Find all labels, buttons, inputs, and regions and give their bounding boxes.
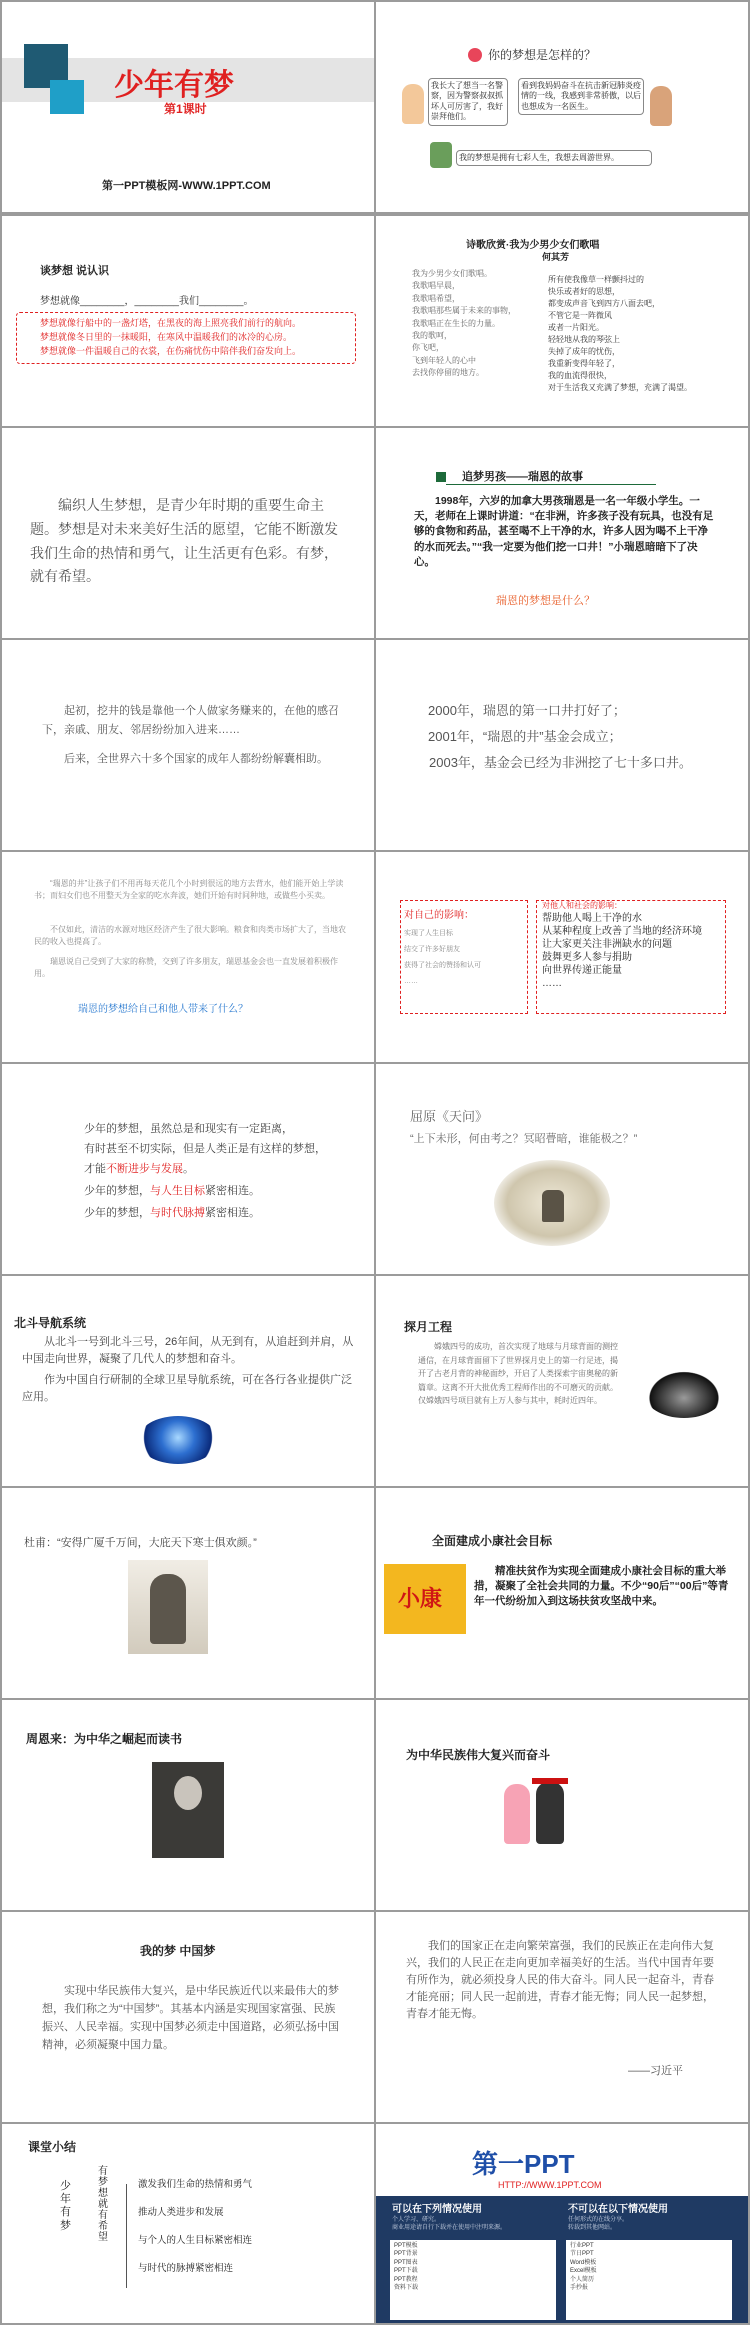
footer-text: 第一PPT模板网-WWW.1PPT.COM — [102, 180, 271, 192]
paragraph-1: 从北斗一号到北斗三号，26年间，从无到有，从追赶到并肩，从中国走向世界，凝聚了几代人的梦想和奋斗。 — [22, 1336, 354, 1366]
signature: ——习近平 — [628, 2065, 683, 2077]
poem-title: 诗歌欣赏·我为少男少女们歌唱 — [466, 240, 600, 251]
answer-line-3: 梦想就像一件温暖自己的衣裳，在伤痛忧伤中陪伴我们奋发向上。 — [40, 346, 302, 356]
highlight: 与人生目标 — [150, 1185, 205, 1197]
line: 我重新变得年轻了， — [548, 359, 620, 368]
bracket-line — [126, 2184, 135, 2288]
link[interactable]: 资料下载 — [394, 2284, 419, 2291]
paragraph-2: 不仅如此，清洁的水源对地区经济产生了很大影响。粮食和肉类市场扩大了，当地农民的收入也提高了。 — [34, 925, 346, 947]
slide-11[interactable] — [2, 1064, 374, 1274]
line-4 — [84, 1182, 260, 1198]
speech-bubble-1: 我长大了想当一名警察，因为警察叔叔抓坏人可厉害了，我好崇拜他们。 — [428, 78, 508, 126]
quote-body: 我们的国家正在走向繁荣富强，我们的民族正在走向伟大复兴，我们的人民正在走向更加幸福美好的生活。当代中国青年要有所作为，就必须投身人民的伟大奋斗。同人民一起奋斗，青春才能亮丽；同人民一起前进，青春才能无悔；同人民一起梦想，青春才能无悔。 — [406, 1940, 714, 2021]
heart-icon — [468, 48, 482, 62]
link[interactable]: PPT教程 — [394, 2276, 418, 2283]
line-2: 有时甚至不切实际，但是人类正是有这样的梦想， — [84, 1143, 326, 1155]
xiaokang-badge: 小康 — [398, 1586, 443, 1611]
highlight: 与时代脉搏 — [150, 1207, 205, 1219]
quote: 杜甫：“安得广厦千万间，大庇天下寒士俱欢颜。” — [24, 1537, 257, 1549]
branch-label: 有梦想就有希望 — [98, 2166, 108, 2243]
line-1: 少年的梦想，虽然总是和现实有一定距离， — [84, 1123, 293, 1135]
question: 瑞恩的梦想给自己和他人带来了什么？ — [78, 1004, 248, 1015]
slide-title: 探月工程 — [404, 1320, 453, 1334]
logo-text: 第一PPT — [472, 2149, 575, 2179]
self-impact-title: 对自己的影响： — [404, 910, 474, 921]
link[interactable]: Word模板 — [570, 2259, 597, 2266]
link-list-left — [394, 2242, 418, 2292]
line: 不管它是一阵微风 — [548, 311, 612, 320]
text: 少年的梦想， — [84, 1207, 150, 1219]
boy-figure — [402, 84, 424, 124]
slide-17[interactable] — [2, 1700, 374, 1910]
line: 转载到其他网站。 — [568, 2225, 617, 2232]
summary-item-4: 与时代的脉搏紧密相连 — [138, 2263, 234, 2274]
timeline-line-2: 2001年，“瑞恩的井”基金会成立； — [428, 729, 622, 744]
portrait-figure — [150, 1574, 186, 1644]
body-text: 嫦娥四号的成功，首次实现了地球与月球背面的测控通信，在月球背面留下了世界探月史上的第一行足迹，揭开了古老月背的神秘面纱，开启了人类探索宇宙奥秘的新篇章。这离不开大批优秀工程师作出的不可磨灭的贡献。仅嫦娥四号项目就有上万人参与其中，耗时近四年。 — [418, 1342, 618, 1406]
line: 商业用途请自行下载并在使用中注明来源。 — [392, 2225, 507, 2232]
line: 我的血流得很快， — [548, 371, 612, 380]
slide-14[interactable] — [376, 1276, 748, 1486]
line: 我歌唱那些属于未来的事物， — [412, 306, 516, 316]
text: 紧密相连。 — [205, 1207, 260, 1219]
slide-16[interactable] — [376, 1488, 748, 1698]
line: 都变成声音飞到四方八面去吧， — [548, 299, 660, 308]
link[interactable]: PPT背景 — [394, 2251, 418, 2258]
line: 我为少男少女们歌唱。 — [412, 269, 492, 278]
line: 你飞吧， — [412, 343, 444, 353]
item: 帮助他人喝上干净的水 — [542, 913, 642, 924]
cannot-use-lines — [568, 2216, 738, 2233]
paragraph-1: 起初，挖井的钱是靠他一个人做家务赚来的，在他的感召下，亲戚、朋友、邻居纷纷加入进来…… — [42, 705, 339, 736]
summary-item-2: 推动人类进步和发展 — [138, 2207, 224, 2218]
girl-figure — [650, 86, 672, 126]
quote: “上下未形，何由考之？冥昭瞢暗，谁能极之？” — [410, 1133, 638, 1145]
slide-1[interactable] — [2, 2, 374, 212]
line: 我歌唱希望， — [412, 293, 460, 303]
grad-cap-icon — [532, 1778, 568, 1784]
item: …… — [404, 978, 418, 986]
slide-7[interactable] — [2, 640, 374, 850]
slide-title: 北斗导航系统 — [14, 1316, 87, 1330]
line: 或者一片阳光。 — [548, 323, 604, 332]
question: 瑞恩的梦想是什么？ — [496, 595, 595, 607]
line-5 — [84, 1204, 260, 1220]
link[interactable]: PPT下载 — [394, 2268, 418, 2275]
slide-6[interactable] — [376, 428, 748, 638]
line: 所有使我像草一样颤抖过的 — [548, 275, 644, 284]
link[interactable]: Excel模板 — [570, 2268, 597, 2275]
others-impact-title: 对他人和社会的影响： — [542, 901, 622, 910]
link[interactable]: 行业PPT — [570, 2243, 594, 2249]
item: 从某种程度上改善了当地的经济环境 — [542, 926, 702, 937]
line: 对于生活我又充满了梦想，充满了渴望。 — [548, 383, 692, 392]
paragraph-2: 后来，全世界六十多个国家的成年人都纷纷解囊相助。 — [64, 753, 328, 765]
body-text: 精准扶贫作为实现全面建成小康社会目标的重大举措，凝聚了全社会共同的力量。不少“90后”“00后”等青年一代纷纷加入到这场扶贫攻坚战中来。 — [474, 1565, 729, 1608]
line: 我歌唱早晨， — [412, 281, 460, 291]
slide-15[interactable] — [2, 1488, 374, 1698]
story-body: 1998年，六岁的加拿大男孩瑞恩是一名一年级小学生。一天，老师在上课时讲道：“在非洲，许多孩子没有玩具，也没有足够的食物和药品，甚至喝不上干净的水，许多人因为喝不上干净的水而死去。”“我一定要为他们挖一口井！”小瑞恩暗暗下了决心。 — [414, 495, 714, 568]
item: 实现了人生目标 — [404, 930, 453, 937]
summary-item-3: 与个人的人生目标紧密相连 — [138, 2235, 253, 2246]
link[interactable]: 节日PPT — [570, 2251, 594, 2258]
moon-image — [644, 1368, 724, 1418]
text: 才能 — [84, 1163, 106, 1175]
heading: 你的梦想是怎样的？ — [488, 48, 597, 62]
body-text: 实现中华民族伟大复兴，是中华民族近代以来最伟大的梦想，我们称之为“中国梦”。其基本内涵是实现国家富强、民族振兴、人民幸福。实现中国梦必须走中国道路，必须弘扬中国精神，必须凝聚中国力量。 — [42, 1985, 339, 2052]
line: 任何形式的在线分享。 — [568, 2217, 629, 2223]
heading: 谈梦想 说认识 — [40, 265, 110, 277]
slide-8[interactable] — [376, 640, 748, 850]
item: 结交了许多好朋友 — [404, 946, 460, 954]
line: 轻轻地从我的琴弦上 — [548, 335, 620, 344]
slide-22[interactable] — [376, 2124, 748, 2323]
line: 个人学习、研究。 — [392, 2217, 441, 2223]
answer-line-2: 梦想就像冬日里的一抹暖阳，在寒风中温暖我们的冰冷的心房。 — [40, 332, 293, 342]
timeline-line-1: 2000年，瑞恩的第一口井打好了； — [428, 703, 626, 718]
slide-title: 屈原《天问》 — [410, 1109, 489, 1124]
highlight: 不断进步与发展 — [106, 1163, 183, 1175]
slide-20[interactable] — [376, 1912, 748, 2122]
slide-18[interactable] — [376, 1700, 748, 1910]
summary-item-1: 激发我们生命的热情和勇气 — [138, 2179, 253, 2190]
line: 去找你停留的地方。 — [412, 368, 484, 378]
item: 向世界传递正能量 — [542, 965, 622, 976]
self-impact-list — [404, 926, 481, 990]
globe-image — [138, 1416, 218, 1464]
paragraph-3: 瑞恩说自己受到了大家的称赞，交到了许多朋友，瑞恩基金会也一直发展着积极作用。 — [34, 957, 338, 979]
text: 。 — [183, 1163, 194, 1175]
cannot-use-title: 不可以在以下情况使用 — [568, 2204, 668, 2215]
painting-figure — [542, 1190, 564, 1222]
portrait-face — [174, 1776, 202, 1810]
line-3 — [84, 1160, 194, 1176]
root-label: 少年有梦 — [60, 2180, 71, 2232]
line: 飞到年轻人的心中 — [412, 355, 476, 365]
line: 失掉了成年的忧伤， — [548, 347, 620, 356]
deco-square-light — [50, 80, 84, 114]
title-marker — [436, 472, 446, 482]
slide-title: 为中华民族伟大复兴而奋斗 — [406, 1748, 551, 1762]
item: 让大家更关注非洲缺水的问题 — [542, 939, 672, 950]
others-impact-list — [542, 912, 720, 990]
slide-3[interactable] — [2, 216, 374, 426]
body-text: 编织人生梦想，是青少年时期的重要生命主题。梦想是对未来美好生活的愿望，它能不断激发我们生命的热情和勇气，让生活更有色彩。有梦，就有希望。 — [30, 497, 338, 585]
story-title: 追梦男孩——瑞恩的故事 — [462, 471, 583, 483]
slide-21[interactable] — [2, 2124, 374, 2323]
paragraph-1: “瑞恩的井”让孩子们不用再每天花几个小时到很远的地方去背水，他们能开始上学读书；而妇女们也不用整天为全家的吃水奔波，她们开始有时间种地，或做些小买卖。 — [34, 879, 344, 901]
speech-bubble-3: 我的梦想是拥有七彩人生，我想去周游世界。 — [456, 150, 652, 166]
slide-subtitle: 第1课时 — [164, 102, 207, 116]
graduate-cartoon — [536, 1782, 564, 1844]
slide-10[interactable] — [376, 852, 748, 1062]
answer-line-1: 梦想就像行船中的一盏灯塔，在黑夜的海上照亮我们前行的航向。 — [40, 318, 302, 328]
timeline-line-3: 2003年，基金会已经为非洲挖了七十多口井。 — [429, 755, 692, 770]
line: 快乐或者好的思想， — [548, 287, 620, 296]
slide-title: 全面建成小康社会目标 — [432, 1534, 553, 1548]
item: 鼓舞更多人参与捐助 — [542, 952, 632, 963]
text: 紧密相连。 — [205, 1185, 260, 1197]
text: 少年的梦想， — [84, 1185, 150, 1197]
title-underline — [446, 484, 656, 485]
line: 我的歌呵， — [412, 330, 452, 340]
link[interactable]: PPT图表 — [394, 2259, 418, 2266]
slide-9[interactable] — [2, 852, 374, 1062]
can-use-title: 可以在下列情况使用 — [392, 2204, 482, 2215]
link[interactable]: PPT模板 — [394, 2243, 418, 2249]
slide-title: 课堂小结 — [28, 2140, 77, 2154]
slide-12[interactable] — [376, 1064, 748, 1274]
link-list-right — [570, 2242, 597, 2292]
prompt: 梦想就像________，________我们________。 — [40, 296, 254, 307]
slide-2[interactable] — [376, 2, 748, 212]
slide-4[interactable] — [376, 216, 748, 426]
traveler-figure — [430, 142, 452, 168]
poem-author: 何其芳 — [542, 252, 570, 262]
slide-19[interactable] — [2, 1912, 374, 2122]
poem-right — [548, 274, 744, 394]
poem-left — [412, 268, 552, 380]
girl-cartoon — [504, 1784, 530, 1844]
item: 获得了社会的赞扬和认可 — [404, 962, 481, 970]
slide-title: 周恩来：为中华之崛起而读书 — [26, 1732, 183, 1746]
slide-title: 少年有梦 — [114, 69, 234, 102]
link[interactable]: 手抄报 — [570, 2284, 589, 2291]
slide-13[interactable] — [2, 1276, 374, 1486]
slide-5[interactable] — [2, 428, 374, 638]
speech-bubble-2: 看到我妈妈奋斗在抗击新冠肺炎疫情的一线，我感到非常骄傲，以后也想成为一名医生。 — [518, 78, 644, 115]
slide-title: 我的梦 中国梦 — [140, 1944, 216, 1958]
item: …… — [542, 978, 562, 989]
can-use-lines — [392, 2216, 562, 2233]
line: 我歌唱正在生长的力量。 — [412, 318, 500, 328]
paragraph-2: 作为中国自行研制的全球卫星导航系统，可在各行各业提供广泛应用。 — [22, 1374, 352, 1404]
link[interactable]: 个人简历 — [570, 2276, 595, 2283]
logo-url: HTTP://WWW.1PPT.COM — [498, 2180, 602, 2190]
